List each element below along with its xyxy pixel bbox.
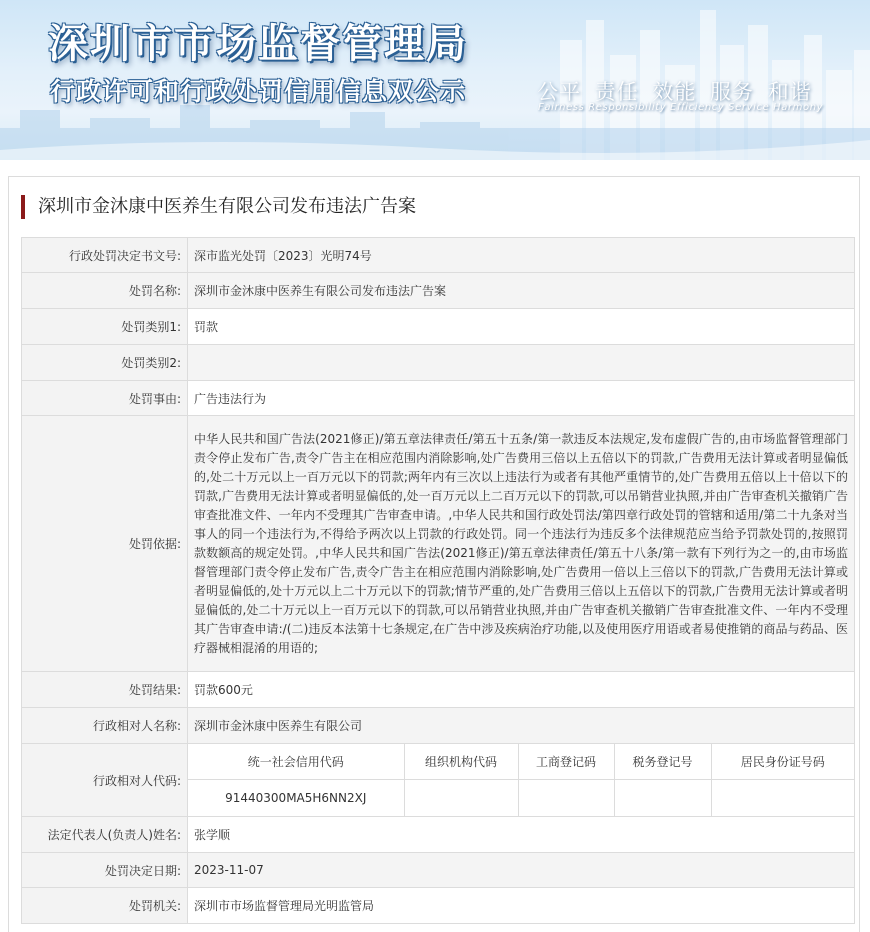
label-decision-date: 处罚决定日期:: [22, 853, 188, 888]
row-category-2: [22, 345, 855, 381]
value-category-2: [188, 345, 855, 381]
label-legal-rep: 法定代表人(负责人)姓名:: [22, 817, 188, 853]
value-legal-rep: 张学顺: [188, 817, 855, 853]
header-org-code: 组织机构代码: [404, 744, 518, 780]
value-reason: 广告违法行为: [188, 381, 855, 416]
site-title: 深圳市市场监督管理局: [48, 21, 468, 67]
label-reason: 处罚事由:: [22, 381, 188, 416]
row-basis: [22, 416, 855, 672]
value-tax-reg-no: [614, 780, 711, 817]
row-reason: [22, 381, 855, 416]
label-category-2: 处罚类别2:: [22, 345, 188, 381]
value-basis: 中华人民共和国广告法(2021修正)/第五章法律责任/第五十五条/第一款违反本法规定,发布虚假广告的,由市场监督管理部门责令停止发布广告,责令广告主在相应范围内消除影响,处广告费用三倍以上五倍以下的罚款,广告费用无法计算或者明显偏低的,处二十万元以上一百万元以下的罚款;两年内有三次以上违法行为或者有其他严重情节的,处广告费用五倍以上十倍以下的罚款,广告费用无法计算或者明显偏低的,处一百万元以上二百万元以下的罚款,可以吊销营业执照,并由广告审查机关撤销广告审查批准文件、一年内不受理其广告审查申请。,中华人民共和国行政处罚法/第四章行政处罚的管辖和适用/第二十九条对当事人的同一个违法行为,不得给予两次以上罚款的行政处罚。同一个违法行为违反多个法律规范应当给予罚款处罚的,按照罚款数额高的规定处罚。,中华人民共和国广告法(2021修正)/第五章法律责任/第五十八条/第一款有下列行为之一的,由市场监督管理部门责令停止发布广告,责令广告主在相应范围内消除影响,处广告费用一倍以上三倍以下的罚款,广告费用无法计算或者明显偏低的,处十万元以上二十万元以下的罚款;情节严重的,处广告费用三倍以上五倍以下的罚款,广告费用无法计算或者明显偏低的,处二十万元以上一百万元以下的罚款,可以吊销营业执照,并由广告审查机关撤销广告审查批准文件、一年内不受理其广告审查申请:/(二)违反本法第十七条规定,在广告中涉及疾病治疗功能,以及使用医疗用语或者易使推销的商品与药品、医疗器械相混淆的用语的;: [194, 431, 848, 655]
header-credit-code: 统一社会信用代码: [188, 744, 404, 780]
value-authority: 深圳市市场监督管理局光明监管局: [188, 888, 855, 924]
row-decision-date: [22, 853, 855, 888]
value-decision-no: 深市监光处罚〔2023〕光明74号: [188, 238, 855, 273]
site-subtitle: 行政许可和行政处罚信用信息双公示: [50, 77, 467, 106]
value-result: 罚款600元: [188, 672, 855, 708]
label-authority: 处罚机关:: [22, 888, 188, 924]
header-id-card-no: 居民身份证号码: [711, 744, 854, 780]
case-info-table: [21, 237, 855, 924]
value-business-reg-code: [518, 780, 614, 817]
value-id-card-no: [711, 780, 854, 817]
label-penalty-name: 处罚名称:: [22, 273, 188, 309]
value-category-1: 罚款: [188, 309, 855, 345]
value-org-code: [404, 780, 518, 817]
label-party-name: 行政相对人名称:: [22, 708, 188, 744]
value-credit-code: 91440300MA5H6NN2XJ: [188, 780, 404, 817]
row-category-1: [22, 309, 855, 345]
row-result: [22, 672, 855, 708]
case-title: 深圳市金沐康中医养生有限公司发布违法广告案: [21, 195, 416, 219]
slogan: 公平 责任 效能 服务 和谐: [537, 80, 812, 104]
row-authority: [22, 888, 855, 924]
label-result: 处罚结果:: [22, 672, 188, 708]
value-decision-date: 2023-11-07: [188, 853, 855, 888]
label-basis: 处罚依据:: [22, 416, 188, 672]
row-party-name: [22, 708, 855, 744]
row-party-code: [22, 744, 855, 817]
value-penalty-name: 深圳市金沐康中医养生有限公司发布违法广告案: [188, 273, 855, 309]
slogan-english: Fairness Responsibility Efficiency Service Harmony: [538, 102, 824, 113]
case-detail-panel: [8, 176, 860, 932]
value-party-name: 深圳市金沐康中医养生有限公司: [188, 708, 855, 744]
row-penalty-name: [22, 273, 855, 309]
header-tax-reg-no: 税务登记号: [614, 744, 711, 780]
label-party-code: 行政相对人代码:: [22, 744, 188, 817]
header-business-reg-code: 工商登记码: [518, 744, 614, 780]
site-banner: [0, 0, 870, 160]
label-decision-no: 行政处罚决定书文号:: [22, 238, 188, 273]
row-legal-rep: [22, 817, 855, 853]
party-code-table: [188, 744, 854, 816]
row-decision-no: [22, 238, 855, 273]
label-category-1: 处罚类别1:: [22, 309, 188, 345]
